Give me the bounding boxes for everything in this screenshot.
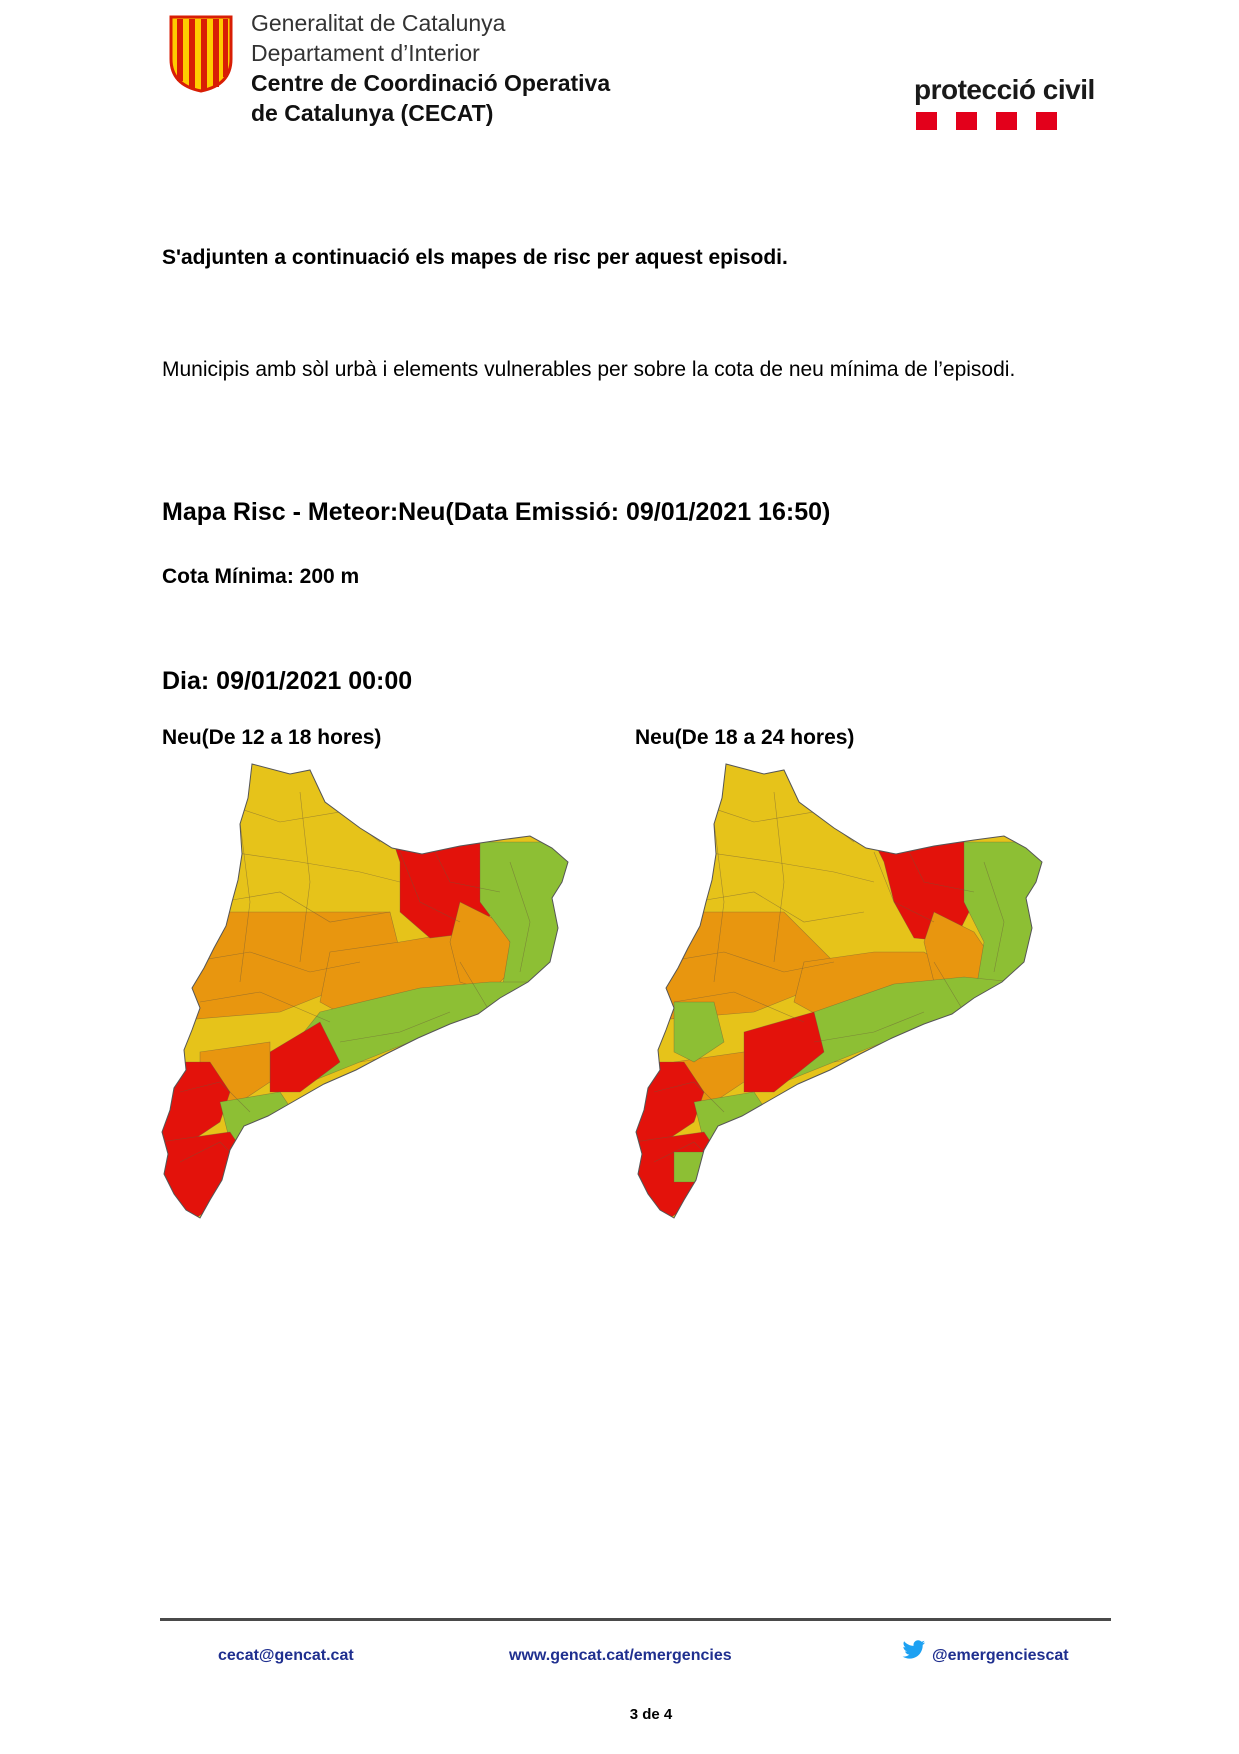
footer-web-link[interactable]: www.gencat.cat/emergencies (509, 1647, 732, 1664)
footer-email-link[interactable]: cecat@gencat.cat (218, 1647, 354, 1664)
footer-twitter-link[interactable]: @emergenciescat (932, 1647, 1069, 1664)
footer-divider (160, 1618, 1111, 1621)
map-label-18-24: Neu(De 18 a 24 hores) (635, 726, 855, 749)
header-department: Departament d’Interior (251, 40, 480, 66)
map-risk-title: Mapa Risc - Meteor:Neu(Data Emissió: 09/01/2021 16:50) (162, 498, 831, 526)
intro-text: S'adjunten a continuació els mapes de risc per aquest episodi. (162, 246, 788, 269)
twitter-bird-icon (902, 1640, 926, 1660)
minimum-elevation: Cota Mínima: 200 m (162, 565, 360, 588)
header-org-name: Generalitat de Catalunya (251, 10, 506, 36)
header-centre-name-cont: de Catalunya (CECAT) (251, 100, 494, 126)
generalitat-shield-icon (167, 13, 235, 93)
risk-map-12-18 (160, 762, 630, 1222)
header-centre-name: Centre de Coordinació Operativa (251, 70, 611, 96)
map-label-12-18: Neu(De 12 a 18 hores) (162, 726, 382, 749)
proteccio-civil-logo-text: protecció civil (914, 74, 1095, 105)
page-number: 3 de 4 (629, 1706, 673, 1723)
municipis-description: Municipis amb sòl urbà i elements vulnerables per sobre la cota de neu mínima de l’episodi. (162, 358, 1016, 381)
risk-map-18-24 (634, 762, 1104, 1222)
day-heading: Dia: 09/01/2021 00:00 (162, 667, 413, 695)
